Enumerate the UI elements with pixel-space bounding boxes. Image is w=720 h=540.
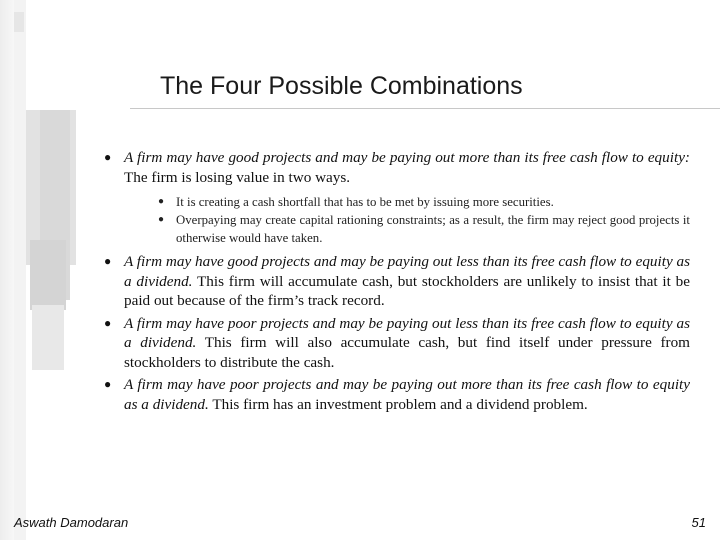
page-number: 51 [691, 515, 706, 530]
slide-content [104, 148, 690, 417]
bullet-lead-text: A firm may have poor projects and may be paying out more than its free cash flow to equity as a dividend. [124, 376, 690, 413]
bullet-icon: ● [158, 214, 165, 225]
decorative-bar [14, 12, 24, 32]
decorative-bar [32, 305, 64, 370]
footer-author: Aswath Damodaran [14, 515, 129, 530]
bullet-item-2 [104, 252, 690, 311]
bullet-rest-text: This firm will accumulate cash, but stockholders are unlikely to insist that it be paid out because of the firm’s track record. [124, 272, 690, 309]
title-divider [130, 108, 720, 109]
bullet-rest-text: This firm has an investment problem and a dividend problem. [208, 395, 588, 413]
bullet-icon: ● [104, 254, 112, 268]
bullet-icon: ● [104, 377, 112, 391]
sub-bullet-text: Overpaying may create capital rationing constraints; as a result, the firm may reject good projects it otherwise would have taken. [176, 213, 690, 245]
bullet-item-1 [104, 148, 690, 247]
bullet-item-4 [104, 375, 690, 414]
bullet-item-3 [104, 314, 690, 373]
sub-bullet-text: It is creating a cash shortfall that has to be met by issuing more securities. [176, 195, 554, 209]
bullet-lead-text: A firm may have poor projects and may be paying out less than its free cash flow to equity as a dividend. [124, 314, 690, 351]
bullet-lead-text: A firm may have good projects and may be paying out less than its free cash flow to equity as a dividend. [124, 253, 690, 290]
bullet-icon: ● [104, 315, 112, 330]
decorative-bar [0, 0, 14, 540]
bullet-rest-text: This firm will also accumulate cash, but find itself under pressure from stockholders to distribute the cash. [124, 334, 691, 371]
slide-title: The Four Possible Combinations [160, 72, 523, 100]
sub-bullet-item-2 [158, 211, 690, 247]
bullet-lead-text: A firm may have good projects and may be paying out more than its free cash flow to equity: [124, 149, 690, 166]
decorative-bar [14, 0, 26, 540]
sub-bullet-list [158, 193, 690, 247]
bullet-icon: ● [158, 196, 165, 207]
decorative-bar [30, 240, 66, 310]
sub-bullet-item-1 [158, 193, 690, 211]
bullet-icon: ● [104, 150, 112, 164]
bullet-rest-text: The firm is losing value in two ways. [124, 168, 351, 186]
